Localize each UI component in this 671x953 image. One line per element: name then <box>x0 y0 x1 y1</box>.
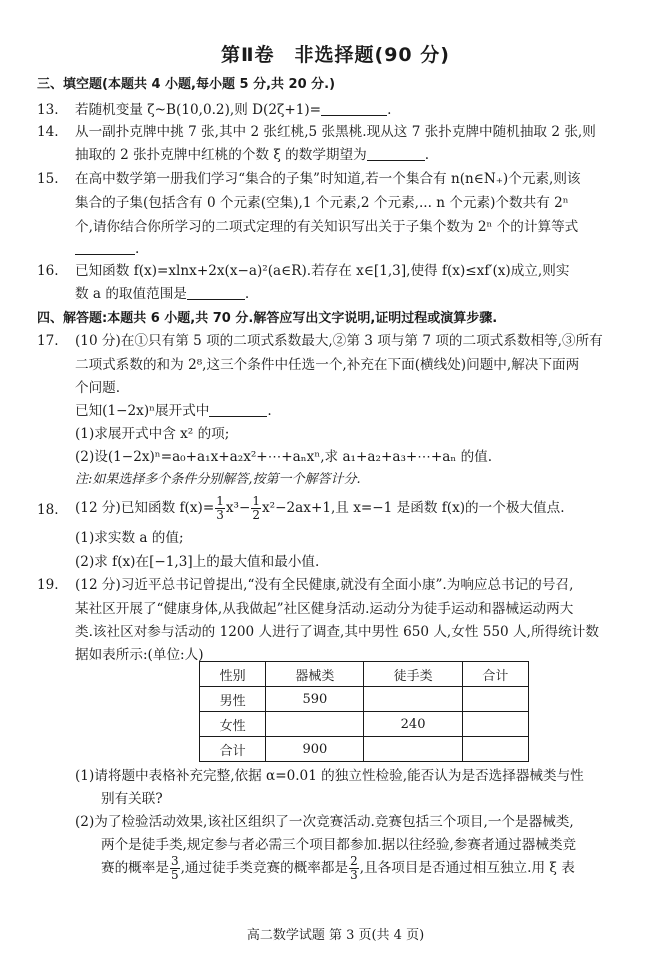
table-header-cell: 性别 <box>200 662 266 687</box>
q17-line-1: (10 分)在①只有第 5 项的二项式系数最大,②第 3 项与第 7 项的二项式系数相等,③所有 <box>75 333 603 349</box>
q19-part-1-line-2: 别有关联? <box>101 791 163 807</box>
table-row <box>200 712 529 737</box>
q14-line-1: 从一副扑克牌中挑 7 张,其中 2 张红桃,5 张黑桃.现从这 7 张扑克牌中随机抽取 2 张,则 <box>75 124 596 140</box>
q13-text: 若随机变量 ζ~B(10,0.2),则 D(2ζ+1)= . <box>75 102 392 118</box>
q18-line-1: (12 分)已知函数 f(x)= $\frac{1}{3}$ x³− $\frac{1}{2}$ x²−2ax+1,且 x=−1 是函数 f(x)的一个极大值点. <box>75 494 565 522</box>
table-cell: 男性 <box>200 687 266 712</box>
table-cell <box>364 687 462 712</box>
q19-number: 19. <box>37 577 59 593</box>
table-cell <box>462 712 528 737</box>
table-header-cell: 徒手类 <box>364 662 462 687</box>
q15-answer-blank[interactable] <box>75 240 135 255</box>
section-4-heading: 四、解答题:本题共 6 小题,共 70 分.解答应写出文字说明,证明过程或演算步骤. <box>37 311 498 326</box>
q15-line-3: 个,请你结合你所学习的二项式定理的有关知识写出关于子集个数为 2ⁿ 个的计算等式 <box>75 219 579 235</box>
q19-fraction-bodyweight: $\frac{2}{3}$ <box>350 854 358 882</box>
q17-note: 注:如果选择多个条件分别解答,按第一个解答计分. <box>75 472 361 487</box>
q18-fraction-1: $\frac{1}{3}$ <box>216 494 224 522</box>
q19-line-1: (12 分)习近平总书记曾提出,“没有全民健康,就没有全面小康”.为响应总书记的号召, <box>75 577 574 593</box>
q17-part-2: (2)设(1−2x)ⁿ=a₀+a₁x+a₂x²+⋯+aₙxⁿ,求 a₁+a₂+a₃+⋯+aₙ 的值. <box>75 449 493 465</box>
q19-line-4: 据如表所示:(单位:人) <box>75 647 204 663</box>
table-cell <box>462 737 528 762</box>
q17-line-4: 已知(1−2x)ⁿ展开式中 . <box>75 403 272 419</box>
table-cell: 女性 <box>200 712 266 737</box>
q17-number: 17. <box>37 333 59 349</box>
q15-line-2: 集合的子集(包括含有 0 个元素(空集),1 个元素,2 个元素,... n 个元素)个数共有 2ⁿ <box>75 195 569 211</box>
q19-fraction-equipment: $\frac{3}{5}$ <box>170 854 179 882</box>
q16-line-2: 数 a 的取值范围是 . <box>75 286 250 302</box>
q15-line-1: 在高中数学第一册我们学习“集合的子集”时知道,若一个集合有 n(n∈N₊)个元素,则该 <box>75 171 581 187</box>
q14-answer-blank[interactable] <box>367 146 425 161</box>
q17-part-1: (1)求展开式中含 x² 的项; <box>75 426 230 442</box>
q15-number: 15. <box>37 171 59 187</box>
table-row <box>200 737 529 762</box>
q13-answer-blank[interactable] <box>321 101 387 116</box>
page-footer: 高二数学试题 第 3 页(共 4 页) <box>246 928 425 943</box>
q16-answer-blank[interactable] <box>187 285 245 300</box>
q19-part-2-line-2: 两个是徒手类,规定参与者必需三个项目都参加.据以往经验,参赛者通过器械类竞 <box>101 837 577 853</box>
q14-line-2: 抽取的 2 张扑克牌中红桃的个数 ξ 的数学期望为 . <box>75 147 430 163</box>
q18-fraction-2: $\frac{1}{2}$ <box>252 494 261 522</box>
table-cell <box>462 687 528 712</box>
q19-line-3: 类.该社区对参与活动的 1200 人进行了调查,其中男性 650 人,女性 550 人,所得统计数 <box>75 624 599 640</box>
q19-line-2: 某社区开展了“健康身体,从我做起”社区健身活动.运动分为徒手运动和器械运动两大 <box>75 601 574 617</box>
q18-number: 18. <box>37 502 59 518</box>
table-header-cell: 器械类 <box>266 662 364 687</box>
q15-line-4: . <box>75 240 139 258</box>
table-cell: 240 <box>364 712 462 737</box>
q16-line-1: 已知函数 f(x)=xlnx+2x(x−a)²(a∈R).若存在 x∈[1,3],使得 f(x)≤xf′(x)成立,则实 <box>75 263 570 279</box>
q17-condition-blank[interactable] <box>209 402 267 417</box>
table-cell: 900 <box>266 737 364 762</box>
q13-number: 13. <box>37 102 59 118</box>
table-cell: 合计 <box>200 737 266 762</box>
q17-line-2: 二项式系数的和为 2⁸,这三个条件中任选一个,补充在下面(横线处)问题中,解决下面两 <box>75 357 580 373</box>
q19-part-1-line-1: (1)请将题中表格补充完整,依据 α=0.01 的独立性检验,能否认为是否选择器械类与性 <box>75 768 584 784</box>
table-cell <box>364 737 462 762</box>
table-header-row <box>200 662 529 687</box>
q18-part-1: (1)求实数 a 的值; <box>75 530 184 546</box>
table-header-cell: 合计 <box>462 662 528 687</box>
section-3-heading: 三、填空题(本题共 4 小题,每小题 5 分,共 20 分.) <box>37 77 336 92</box>
q17-line-3: 个问题. <box>75 380 121 396</box>
q14-number: 14. <box>37 124 59 140</box>
q19-part-2-line-1: (2)为了检验活动效果,该社区组织了一次竞赛活动.竞赛包括三个项目,一个是器械类, <box>75 814 574 830</box>
q19-part-2-line-3: 赛的概率是 $\frac{3}{5}$ ,通过徒手类竞赛的概率都是 $\frac{2}{3}$ ,且各项目是否通过相互独立.用 ξ 表 <box>101 854 575 882</box>
table-cell: 590 <box>266 687 364 712</box>
q16-number: 16. <box>37 263 59 279</box>
table-row <box>200 687 529 712</box>
q18-part-2: (2)求 f(x)在[−1,3]上的最大值和最小值. <box>75 554 320 570</box>
statistics-table <box>199 661 529 762</box>
table-cell <box>266 712 364 737</box>
page-title: 第Ⅱ卷 非选择题(90 分) <box>221 44 450 66</box>
